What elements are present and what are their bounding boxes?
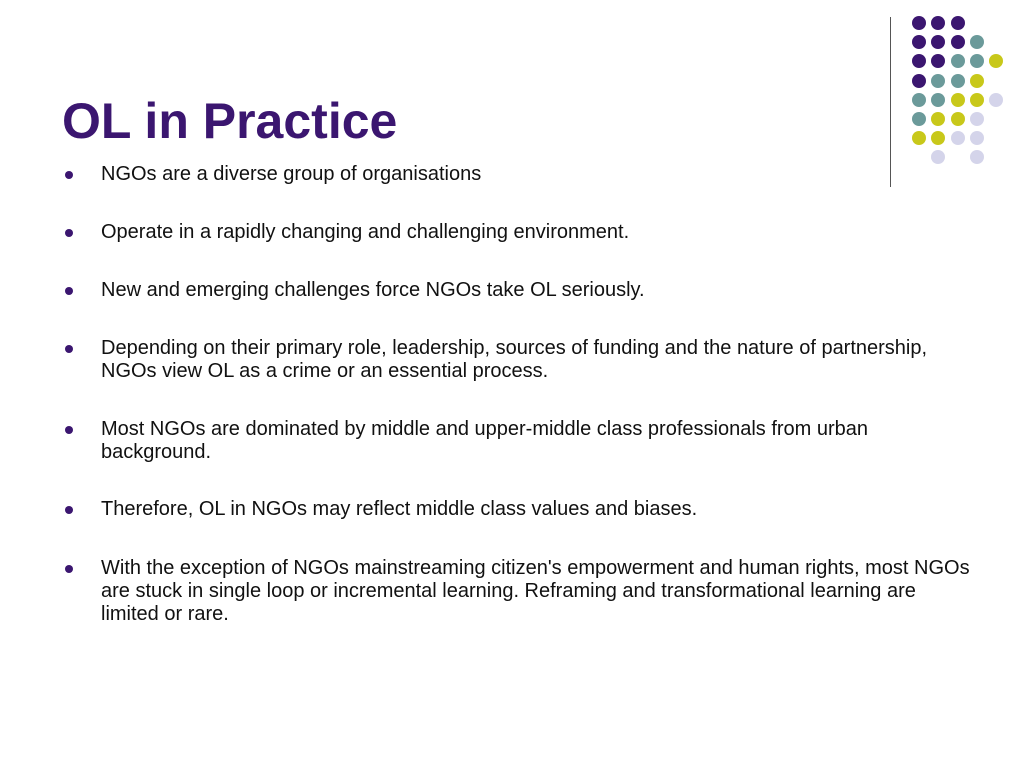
dot-lime [970,74,984,88]
bullet-dot-icon [65,345,73,353]
dot-purple [931,35,945,49]
bullet-dot-icon [65,426,73,434]
dot-lime [931,131,945,145]
bullet-text: Depending on their primary role, leadership, sources of funding and the nature of partnership, NGOs view OL as a crime or an essential process. [101,337,928,382]
dot-lime [912,131,926,145]
dot-purple [951,16,965,30]
dot-lavender [970,112,984,126]
dot-teal [912,93,926,107]
bullet-text: Most NGOs are dominated by middle and upper-middle class professionals from urban background. [101,418,869,463]
bullet-text: With the exception of NGOs mainstreaming citizen's empowerment and human rights, most NGOs are stuck in single loop or incremental learning. Reframing and transformational learning are limited or rare. [101,557,970,625]
dot-purple [912,16,926,30]
dot-teal [931,93,945,107]
dot-lime [951,112,965,126]
dot-lime [931,112,945,126]
dot-teal [912,112,926,126]
dot-teal [970,35,984,49]
dot-teal [951,74,965,88]
bullet-dot-icon [65,287,73,295]
slide-title: OL in Practice [62,93,398,149]
bullet-text: New and emerging challenges force NGOs take OL seriously. [101,279,645,301]
dot-lime [951,93,965,107]
dot-teal [931,74,945,88]
dot-purple [912,54,926,68]
dot-lime [970,93,984,107]
dot-purple [951,35,965,49]
bullet-dot-icon [65,171,73,179]
dot-teal [970,54,984,68]
bullet-dot-icon [65,565,73,573]
dot-teal [951,54,965,68]
dot-lavender [970,150,984,164]
bullet-dot-icon [65,506,73,514]
dot-lavender [970,131,984,145]
dot-purple [931,16,945,30]
bullet-text: NGOs are a diverse group of organisations [101,163,482,185]
dot-lavender [951,131,965,145]
bullet-dot-icon [65,229,73,237]
bullet-text: Therefore, OL in NGOs may reflect middle class values and biases. [101,498,698,520]
dot-purple [912,74,926,88]
dot-lavender [989,93,1003,107]
dot-purple [912,35,926,49]
title-divider [890,17,891,187]
bullet-text: Operate in a rapidly changing and challenging environment. [101,221,630,243]
dot-purple [931,54,945,68]
dot-lime [989,54,1003,68]
